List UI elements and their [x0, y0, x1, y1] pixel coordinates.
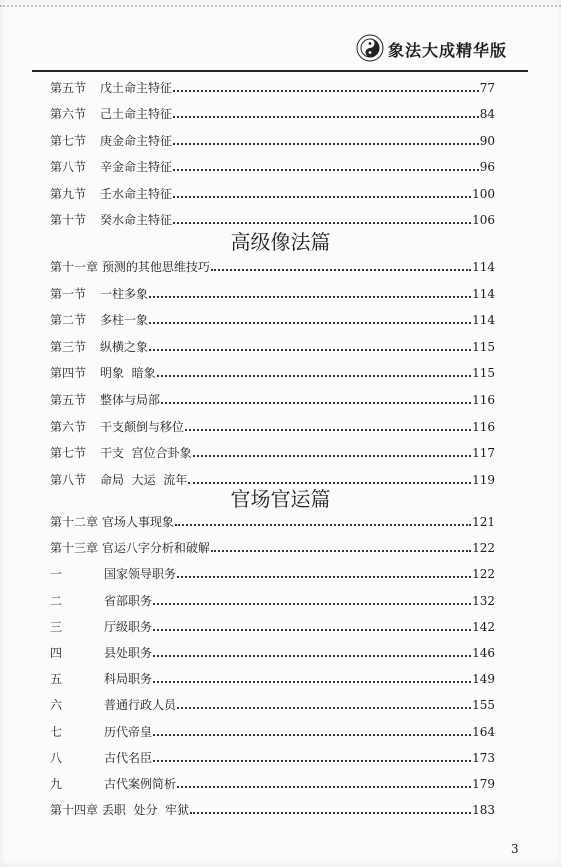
- toc-entry-title: 癸水命主特征: [100, 213, 173, 227]
- toc-entry-page: 84: [479, 107, 495, 122]
- toc-entry[interactable]: [50, 386, 495, 408]
- dot-leader: [161, 402, 471, 404]
- toc-entry-number: 九: [50, 777, 63, 791]
- toc-entry[interactable]: [50, 359, 495, 381]
- toc-entry[interactable]: [50, 613, 495, 635]
- dot-leader: [193, 455, 471, 457]
- toc-entry-page: 119: [472, 472, 495, 487]
- dot-leader: [153, 734, 471, 736]
- dot-leader: [153, 760, 471, 762]
- toc-entry-title: 古代案例简析: [104, 777, 177, 791]
- toc-entry-title: 国家领导职务: [104, 567, 177, 582]
- toc-entry-title: 纵横之象: [100, 339, 149, 354]
- toc-entry-number: 第七节: [50, 133, 87, 148]
- toc-entry[interactable]: [50, 665, 495, 687]
- dot-leader: [149, 296, 471, 298]
- dot-leader: [149, 349, 471, 351]
- toc-entry-page: 106: [472, 213, 495, 227]
- toc-entry-page: 115: [472, 366, 495, 381]
- toc-entry-title: 整体与局部: [100, 393, 161, 407]
- toc-entry[interactable]: [50, 206, 495, 228]
- toc-entry-title: 命局 大运 流年: [100, 472, 188, 487]
- section-heading-officialdom: 官场官运篇: [230, 487, 331, 511]
- toc-entry-title: 壬水命主特征: [100, 186, 173, 201]
- toc-entry-page: 155: [472, 698, 495, 713]
- toc-entry-page: 122: [472, 541, 495, 556]
- toc-entry[interactable]: [50, 413, 495, 435]
- toc-entry-page: 121: [472, 515, 495, 529]
- dot-leader: [185, 429, 471, 431]
- dot-leader: [211, 269, 471, 271]
- toc-entry-number: 三: [50, 619, 63, 634]
- toc-entry-title: 官运八字分析和破解: [98, 541, 210, 556]
- dot-leader: [149, 322, 471, 324]
- toc-entry-number: 第十节: [50, 213, 87, 227]
- toc-entry-number: 第五节: [50, 393, 87, 407]
- toc-entry[interactable]: [50, 534, 495, 556]
- toc-entry-number: 四: [50, 646, 63, 660]
- toc-entry[interactable]: [50, 796, 495, 818]
- toc-entry-page: 142: [472, 619, 495, 634]
- book-title: 象法大成精华版: [388, 41, 508, 60]
- toc-entry[interactable]: [50, 466, 495, 488]
- toc-entry-page: 96: [479, 160, 495, 175]
- toc-entry-title: 干支 宫位合卦象: [100, 446, 192, 461]
- toc-entry-page: 149: [472, 672, 495, 687]
- toc-entry-page: 115: [472, 339, 495, 354]
- toc-entry-number: 第十二章: [50, 515, 99, 529]
- toc-entry-page: 77: [479, 81, 495, 95]
- toc-entry-title: 多柱一象: [100, 313, 149, 328]
- toc-entry-title: 普通行政人员: [104, 698, 177, 713]
- toc-entry-number: 第七节: [50, 446, 87, 461]
- dot-leader: [211, 550, 471, 552]
- toc-entry-page: 164: [472, 724, 495, 739]
- toc-entry-title: 厅级职务: [104, 619, 153, 634]
- dot-leader: [157, 375, 471, 377]
- toc-entry-page: 117: [472, 446, 495, 461]
- toc-entry-number: 第十四章: [50, 803, 99, 818]
- toc-entry-page: 90: [479, 133, 495, 148]
- toc-entry[interactable]: [50, 770, 495, 792]
- toc-entry-title: 一柱多象: [100, 286, 149, 301]
- toc-entry-page: 179: [472, 777, 495, 791]
- toc-entry-title: 官场人事现象: [98, 515, 174, 529]
- toc-entry-number: 第四节: [50, 366, 87, 381]
- toc-entry-title: 庚金命主特征: [100, 133, 173, 148]
- dot-leader: [153, 655, 471, 657]
- page-number: 3: [511, 842, 519, 856]
- toc-entry-number: 五: [50, 672, 63, 687]
- toc-entry-title: 古代名臣: [104, 750, 153, 765]
- toc-entry-page: 116: [472, 393, 495, 407]
- toc-entry[interactable]: [50, 587, 495, 609]
- toc-entry-title: 己土命主特征: [100, 107, 173, 122]
- toc-entry[interactable]: [50, 333, 495, 355]
- toc-entry-number: 第六节: [50, 107, 87, 122]
- toc-entry-title: 县处职务: [104, 646, 153, 660]
- dot-leader: [153, 681, 471, 683]
- yin-yang-logo-icon: [356, 34, 384, 62]
- toc-entry-number: 二: [50, 593, 63, 608]
- dot-leader: [173, 90, 479, 92]
- toc-entry-number: 第九节: [50, 186, 87, 201]
- toc-entry-title: 历代帝皇: [104, 724, 153, 739]
- dot-leader: [173, 169, 479, 171]
- toc-entry-title: 省部职务: [104, 593, 153, 608]
- toc-entry-number: 第八节: [50, 160, 87, 175]
- toc-entry[interactable]: [50, 744, 495, 766]
- toc-entry-page: 114: [472, 260, 495, 274]
- dot-leader: [173, 116, 479, 118]
- toc-entry[interactable]: [50, 280, 495, 302]
- toc-entry-number: 第六节: [50, 419, 87, 434]
- toc-entry-page: 114: [472, 286, 495, 301]
- toc-entry-number: 七: [50, 724, 63, 739]
- toc-entry-page: 116: [472, 419, 495, 434]
- section-heading-advanced: 高级像法篇: [230, 230, 331, 254]
- toc-entry[interactable]: [50, 639, 495, 661]
- toc-entry-number: 八: [50, 750, 63, 765]
- dot-leader: [177, 786, 471, 788]
- toc-entry-title: 科局职务: [104, 672, 153, 687]
- toc-entry-page: 132: [472, 593, 495, 608]
- toc-entry-number: 第三节: [50, 339, 87, 354]
- toc-entry[interactable]: [50, 508, 495, 530]
- toc-entry-page: 122: [472, 567, 495, 582]
- toc-entry-number: 六: [50, 698, 63, 713]
- toc-entry[interactable]: [50, 180, 495, 202]
- toc-entry-number: 第一节: [50, 286, 87, 301]
- toc-entry[interactable]: [50, 439, 495, 461]
- toc-entry[interactable]: [50, 127, 495, 149]
- toc-entry-page: 173: [472, 750, 495, 765]
- dot-leader: [190, 812, 471, 814]
- toc-entry[interactable]: [50, 253, 495, 275]
- toc-entry-page: 183: [472, 803, 495, 818]
- toc-entry[interactable]: [50, 74, 495, 96]
- toc-entry-page: 146: [472, 646, 495, 660]
- toc-entry[interactable]: [50, 691, 495, 713]
- toc-entry-title: 明象 暗象: [100, 366, 156, 381]
- toc-entry[interactable]: [50, 306, 495, 328]
- toc-entry-title: 戊土命主特征: [100, 81, 173, 95]
- dot-leader: [177, 707, 471, 709]
- toc-entry-page: 100: [472, 186, 495, 201]
- toc-entry-number: 第五节: [50, 81, 87, 95]
- dot-leader: [173, 196, 471, 198]
- toc-entry-number: 第八节: [50, 472, 87, 487]
- toc-entry[interactable]: [50, 718, 495, 740]
- dot-leader: [153, 629, 471, 631]
- toc-entry-page: 114: [472, 313, 495, 328]
- dot-leader: [188, 482, 471, 484]
- toc-entry-number: 第十三章: [50, 541, 99, 556]
- toc-entry-number: 第二节: [50, 313, 87, 328]
- header-rule: [32, 70, 528, 72]
- toc-entry[interactable]: [50, 100, 495, 122]
- toc-entry-title: 辛金命主特征: [100, 160, 173, 175]
- toc-entry-title: 丢职 处分 牢狱: [98, 803, 190, 818]
- dot-leader: [175, 524, 471, 526]
- toc-entry-title: 预测的其他思维技巧: [98, 260, 210, 274]
- toc-entry-number: 第十一章: [50, 260, 99, 274]
- running-header: [0, 30, 561, 70]
- dot-leader: [173, 222, 471, 224]
- dot-leader: [177, 576, 471, 578]
- toc-entry-number: 一: [50, 567, 63, 582]
- dot-leader: [153, 603, 471, 605]
- toc-entry-title: 干支颠倒与移位: [100, 419, 185, 434]
- toc-entry[interactable]: [50, 560, 495, 582]
- page-top-edge: [0, 5, 561, 10]
- dot-leader: [173, 143, 479, 145]
- toc-entry[interactable]: [50, 153, 495, 175]
